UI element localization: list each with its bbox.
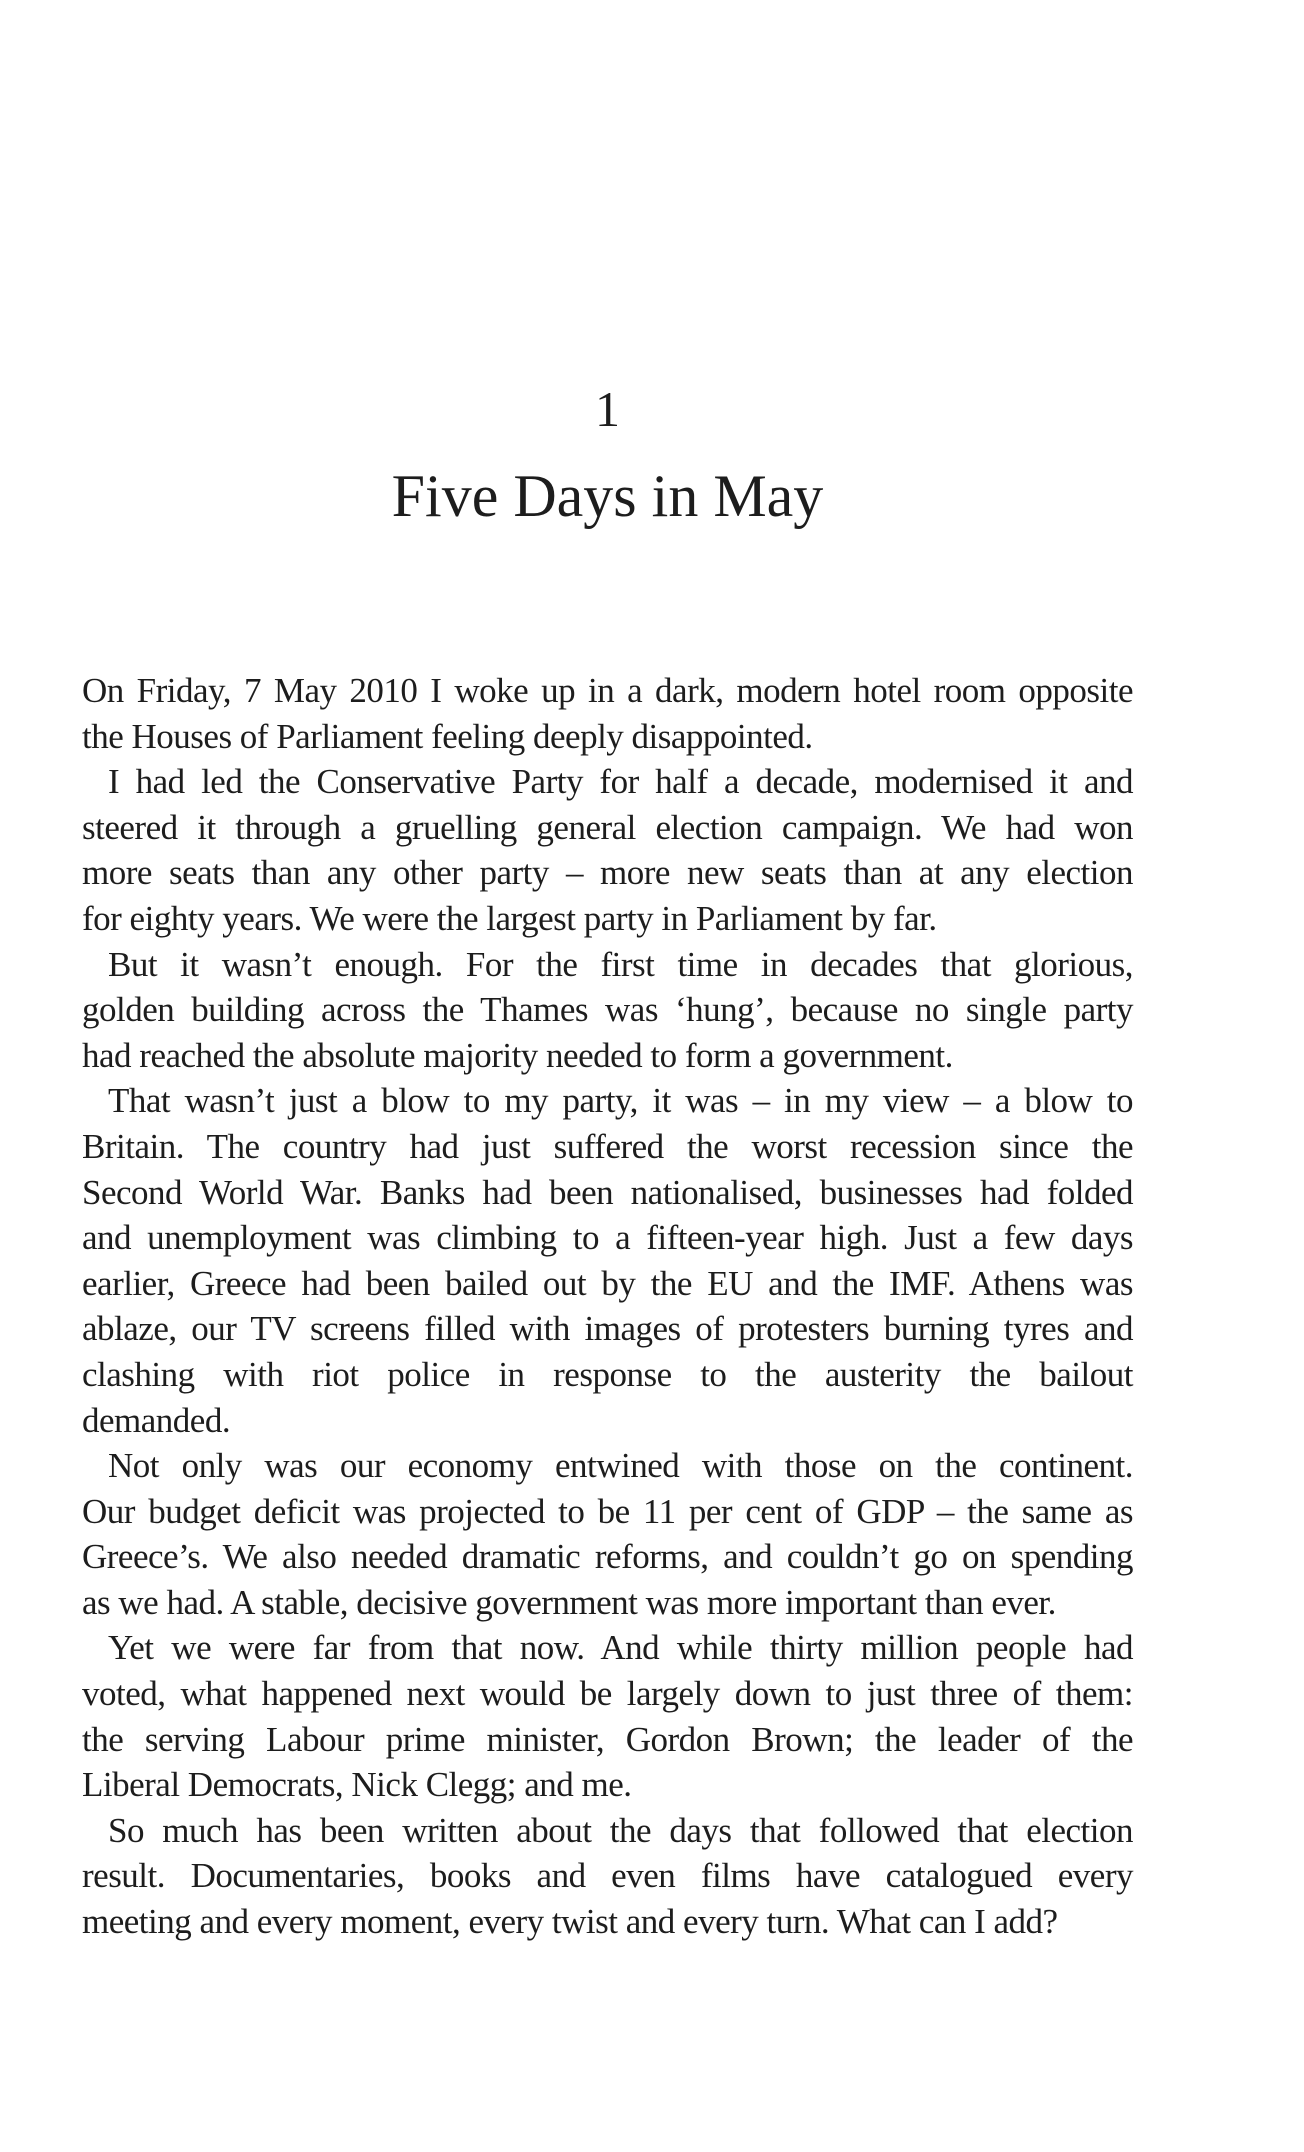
- body-text: [82, 668, 1133, 1945]
- text-line: I had led the Conservative Party for half a decade, modernised it and: [108, 762, 1133, 802]
- text-line: and unemployment was climbing to a fifteen-year high. Just a few days: [82, 1218, 1133, 1258]
- text-line: the Houses of Parliament feeling deeply disappointed.: [82, 716, 813, 756]
- text-line: steered it through a gruelling general election campaign. We had won: [82, 807, 1133, 847]
- text-line: had reached the absolute majority needed to form a government.: [82, 1035, 953, 1075]
- text-line: Liberal Democrats, Nick Clegg; and me.: [82, 1765, 632, 1805]
- text-line: more seats than any other party – more new seats than at any election: [82, 853, 1133, 893]
- text-line: That wasn’t just a blow to my party, it was – in my view – a blow to: [108, 1081, 1133, 1121]
- paragraph: [82, 942, 1133, 1079]
- text-line: Greece’s. We also needed dramatic reforms, and couldn’t go on spending: [82, 1537, 1133, 1577]
- paragraph: [82, 1625, 1133, 1807]
- text-line: ablaze, our TV screens filled with images of protesters burning tyres and: [82, 1309, 1133, 1349]
- text-line: as we had. A stable, decisive government was more important than ever.: [82, 1582, 1056, 1622]
- text-line: Our budget deficit was projected to be 11 per cent of GDP – the same as: [82, 1491, 1133, 1531]
- paragraph: [82, 1078, 1133, 1443]
- paragraph: [82, 668, 1133, 759]
- text-line: Not only was our economy entwined with those on the continent.: [108, 1446, 1133, 1486]
- paragraph: [82, 1443, 1133, 1625]
- text-line: demanded.: [82, 1400, 231, 1440]
- text-line: the serving Labour prime minister, Gordon Brown; the leader of the: [82, 1719, 1133, 1759]
- text-line: So much has been written about the days that followed that election: [108, 1810, 1133, 1850]
- chapter-number: 1: [595, 381, 620, 437]
- paragraph: [82, 1808, 1133, 1945]
- text-line: for eighty years. We were the largest party in Parliament by far.: [82, 898, 937, 938]
- text-line: Second World War. Banks had been nationalised, businesses had folded: [82, 1172, 1133, 1212]
- paragraph: [82, 759, 1133, 941]
- text-line: But it wasn’t enough. For the first time in decades that glorious,: [108, 944, 1133, 984]
- text-line: voted, what happened next would be largely down to just three of them:: [82, 1674, 1133, 1714]
- text-line: On Friday, 7 May 2010 I woke up in a dark, modern hotel room opposite: [82, 671, 1133, 710]
- text-line: Yet we were far from that now. And while thirty million people had: [108, 1628, 1133, 1668]
- chapter-title: Five Days in May: [391, 463, 824, 529]
- text-line: clashing with riot police in response to the austerity the bailout: [82, 1354, 1133, 1394]
- text-line: result. Documentaries, books and even films have catalogued every: [82, 1856, 1133, 1896]
- text-line: golden building across the Thames was ‘hung’, because no single party: [82, 990, 1133, 1030]
- text-line: meeting and every moment, every twist and every turn. What can I add?: [82, 1902, 1058, 1942]
- text-line: earlier, Greece had been bailed out by the EU and the IMF. Athens was: [82, 1263, 1133, 1303]
- text-line: Britain. The country had just suffered the worst recession since the: [82, 1126, 1133, 1166]
